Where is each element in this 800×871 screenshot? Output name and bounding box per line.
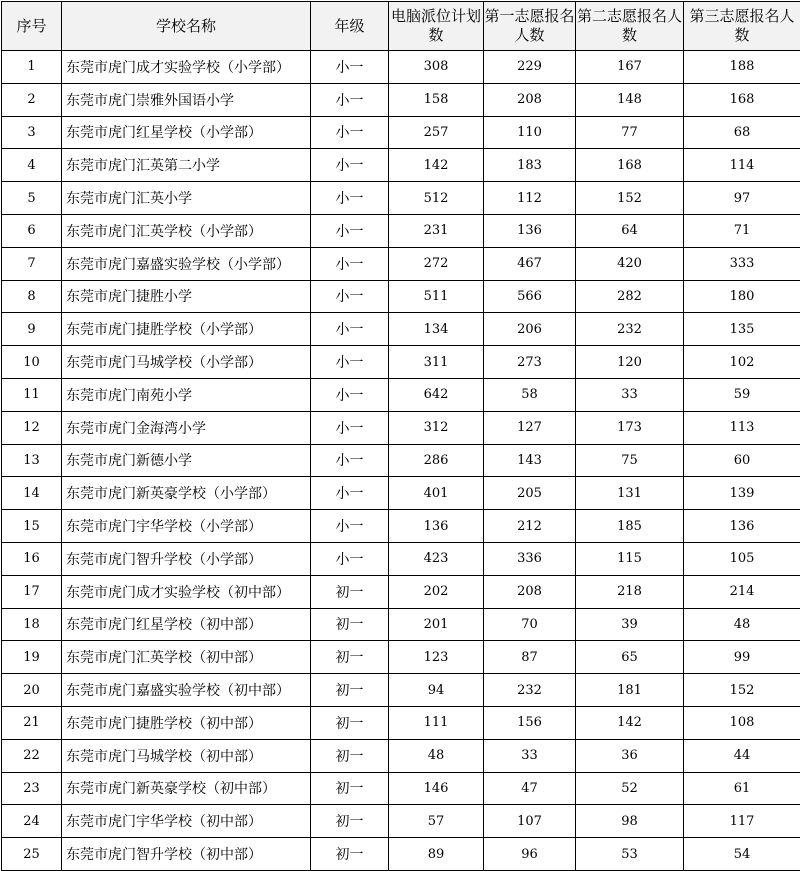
cell-index: 10 bbox=[2, 346, 62, 379]
cell-school-name: 东莞市虎门汇英学校（小学部） bbox=[62, 214, 311, 247]
cell-grade: 小一 bbox=[311, 444, 389, 477]
cell-third-choice: 59 bbox=[684, 378, 800, 411]
cell-first-choice: 156 bbox=[484, 706, 576, 739]
cell-school-name: 东莞市虎门智升学校（初中部） bbox=[62, 838, 311, 871]
cell-second-choice: 152 bbox=[576, 182, 684, 215]
cell-plan-count: 201 bbox=[389, 608, 484, 641]
table-row bbox=[2, 247, 800, 280]
header-plan-count: 电脑派位计划数 bbox=[389, 2, 484, 51]
cell-third-choice: 152 bbox=[684, 674, 800, 707]
cell-school-name: 东莞市虎门汇英小学 bbox=[62, 182, 311, 215]
cell-grade: 小一 bbox=[311, 378, 389, 411]
cell-index: 11 bbox=[2, 378, 62, 411]
cell-third-choice: 188 bbox=[684, 51, 800, 84]
cell-third-choice: 113 bbox=[684, 411, 800, 444]
cell-plan-count: 423 bbox=[389, 542, 484, 575]
cell-plan-count: 401 bbox=[389, 477, 484, 510]
cell-third-choice: 44 bbox=[684, 739, 800, 772]
cell-grade: 小一 bbox=[311, 542, 389, 575]
cell-third-choice: 214 bbox=[684, 575, 800, 608]
cell-grade: 小一 bbox=[311, 346, 389, 379]
cell-grade: 小一 bbox=[311, 313, 389, 346]
cell-second-choice: 53 bbox=[576, 838, 684, 871]
cell-second-choice: 148 bbox=[576, 83, 684, 116]
cell-first-choice: 206 bbox=[484, 313, 576, 346]
cell-grade: 小一 bbox=[311, 149, 389, 182]
cell-school-name: 东莞市虎门新英豪学校（小学部） bbox=[62, 477, 311, 510]
cell-school-name: 东莞市虎门汇英学校（初中部） bbox=[62, 641, 311, 674]
cell-index: 2 bbox=[2, 83, 62, 116]
cell-plan-count: 286 bbox=[389, 444, 484, 477]
cell-second-choice: 39 bbox=[576, 608, 684, 641]
cell-plan-count: 511 bbox=[389, 280, 484, 313]
cell-school-name: 东莞市虎门南苑小学 bbox=[62, 378, 311, 411]
table-row bbox=[2, 83, 800, 116]
cell-index: 15 bbox=[2, 510, 62, 543]
cell-third-choice: 135 bbox=[684, 313, 800, 346]
cell-second-choice: 77 bbox=[576, 116, 684, 149]
cell-grade: 初一 bbox=[311, 608, 389, 641]
cell-first-choice: 232 bbox=[484, 674, 576, 707]
cell-index: 14 bbox=[2, 477, 62, 510]
cell-third-choice: 136 bbox=[684, 510, 800, 543]
cell-second-choice: 282 bbox=[576, 280, 684, 313]
cell-third-choice: 102 bbox=[684, 346, 800, 379]
cell-plan-count: 89 bbox=[389, 838, 484, 871]
cell-plan-count: 272 bbox=[389, 247, 484, 280]
cell-school-name: 东莞市虎门新德小学 bbox=[62, 444, 311, 477]
cell-index: 23 bbox=[2, 772, 62, 805]
cell-index: 18 bbox=[2, 608, 62, 641]
cell-plan-count: 142 bbox=[389, 149, 484, 182]
cell-grade: 小一 bbox=[311, 51, 389, 84]
cell-plan-count: 158 bbox=[389, 83, 484, 116]
header-second-choice: 第二志愿报名人数 bbox=[576, 2, 684, 51]
cell-grade: 小一 bbox=[311, 280, 389, 313]
table-row bbox=[2, 313, 800, 346]
cell-second-choice: 131 bbox=[576, 477, 684, 510]
cell-first-choice: 208 bbox=[484, 83, 576, 116]
cell-first-choice: 336 bbox=[484, 542, 576, 575]
cell-second-choice: 420 bbox=[576, 247, 684, 280]
cell-plan-count: 642 bbox=[389, 378, 484, 411]
cell-school-name: 东莞市虎门红星学校（小学部） bbox=[62, 116, 311, 149]
cell-plan-count: 111 bbox=[389, 706, 484, 739]
cell-first-choice: 205 bbox=[484, 477, 576, 510]
header-row bbox=[2, 2, 800, 51]
table-row bbox=[2, 805, 800, 838]
cell-first-choice: 212 bbox=[484, 510, 576, 543]
table-row bbox=[2, 214, 800, 247]
cell-grade: 初一 bbox=[311, 739, 389, 772]
cell-grade: 小一 bbox=[311, 411, 389, 444]
table-row bbox=[2, 608, 800, 641]
cell-index: 25 bbox=[2, 838, 62, 871]
cell-first-choice: 127 bbox=[484, 411, 576, 444]
cell-grade: 初一 bbox=[311, 674, 389, 707]
cell-school-name: 东莞市虎门宇华学校（小学部） bbox=[62, 510, 311, 543]
cell-first-choice: 33 bbox=[484, 739, 576, 772]
cell-grade: 小一 bbox=[311, 510, 389, 543]
cell-index: 9 bbox=[2, 313, 62, 346]
table-row bbox=[2, 149, 800, 182]
table-row bbox=[2, 182, 800, 215]
cell-second-choice: 173 bbox=[576, 411, 684, 444]
cell-first-choice: 143 bbox=[484, 444, 576, 477]
cell-school-name: 东莞市虎门马城学校（初中部） bbox=[62, 739, 311, 772]
cell-second-choice: 64 bbox=[576, 214, 684, 247]
table-header bbox=[2, 2, 800, 51]
cell-index: 4 bbox=[2, 149, 62, 182]
cell-plan-count: 94 bbox=[389, 674, 484, 707]
cell-plan-count: 257 bbox=[389, 116, 484, 149]
cell-grade: 小一 bbox=[311, 116, 389, 149]
table-row bbox=[2, 575, 800, 608]
cell-school-name: 东莞市虎门新英豪学校（初中部） bbox=[62, 772, 311, 805]
cell-school-name: 东莞市虎门汇英第二小学 bbox=[62, 149, 311, 182]
cell-first-choice: 110 bbox=[484, 116, 576, 149]
cell-second-choice: 98 bbox=[576, 805, 684, 838]
cell-grade: 初一 bbox=[311, 772, 389, 805]
cell-index: 12 bbox=[2, 411, 62, 444]
cell-third-choice: 61 bbox=[684, 772, 800, 805]
header-index: 序号 bbox=[2, 2, 62, 51]
cell-first-choice: 107 bbox=[484, 805, 576, 838]
cell-school-name: 东莞市虎门宇华学校（初中部） bbox=[62, 805, 311, 838]
cell-third-choice: 108 bbox=[684, 706, 800, 739]
cell-plan-count: 231 bbox=[389, 214, 484, 247]
cell-school-name: 东莞市虎门捷胜学校（小学部） bbox=[62, 313, 311, 346]
cell-grade: 初一 bbox=[311, 838, 389, 871]
cell-second-choice: 232 bbox=[576, 313, 684, 346]
cell-third-choice: 180 bbox=[684, 280, 800, 313]
cell-plan-count: 202 bbox=[389, 575, 484, 608]
cell-index: 6 bbox=[2, 214, 62, 247]
cell-second-choice: 52 bbox=[576, 772, 684, 805]
cell-first-choice: 208 bbox=[484, 575, 576, 608]
cell-index: 8 bbox=[2, 280, 62, 313]
cell-second-choice: 120 bbox=[576, 346, 684, 379]
table-row bbox=[2, 411, 800, 444]
table-row bbox=[2, 674, 800, 707]
cell-plan-count: 123 bbox=[389, 641, 484, 674]
cell-third-choice: 60 bbox=[684, 444, 800, 477]
cell-first-choice: 58 bbox=[484, 378, 576, 411]
cell-plan-count: 136 bbox=[389, 510, 484, 543]
table-row bbox=[2, 838, 800, 871]
cell-third-choice: 105 bbox=[684, 542, 800, 575]
cell-second-choice: 168 bbox=[576, 149, 684, 182]
cell-index: 22 bbox=[2, 739, 62, 772]
cell-index: 5 bbox=[2, 182, 62, 215]
cell-school-name: 东莞市虎门成才实验学校（初中部） bbox=[62, 575, 311, 608]
cell-second-choice: 185 bbox=[576, 510, 684, 543]
header-grade: 年级 bbox=[311, 2, 389, 51]
table-row bbox=[2, 706, 800, 739]
cell-school-name: 东莞市虎门红星学校（初中部） bbox=[62, 608, 311, 641]
cell-first-choice: 96 bbox=[484, 838, 576, 871]
cell-school-name: 东莞市虎门嘉盛实验学校（小学部） bbox=[62, 247, 311, 280]
cell-third-choice: 139 bbox=[684, 477, 800, 510]
cell-third-choice: 114 bbox=[684, 149, 800, 182]
cell-school-name: 东莞市虎门崇雅外国语小学 bbox=[62, 83, 311, 116]
cell-second-choice: 115 bbox=[576, 542, 684, 575]
table-row bbox=[2, 542, 800, 575]
cell-second-choice: 75 bbox=[576, 444, 684, 477]
cell-school-name: 东莞市虎门捷胜学校（初中部） bbox=[62, 706, 311, 739]
cell-grade: 小一 bbox=[311, 182, 389, 215]
cell-first-choice: 112 bbox=[484, 182, 576, 215]
cell-first-choice: 70 bbox=[484, 608, 576, 641]
cell-index: 17 bbox=[2, 575, 62, 608]
cell-third-choice: 333 bbox=[684, 247, 800, 280]
cell-second-choice: 167 bbox=[576, 51, 684, 84]
cell-index: 16 bbox=[2, 542, 62, 575]
cell-third-choice: 68 bbox=[684, 116, 800, 149]
table-row bbox=[2, 477, 800, 510]
table-row bbox=[2, 51, 800, 84]
cell-plan-count: 57 bbox=[389, 805, 484, 838]
cell-second-choice: 65 bbox=[576, 641, 684, 674]
cell-index: 1 bbox=[2, 51, 62, 84]
cell-grade: 初一 bbox=[311, 706, 389, 739]
cell-index: 19 bbox=[2, 641, 62, 674]
cell-grade: 初一 bbox=[311, 575, 389, 608]
cell-first-choice: 183 bbox=[484, 149, 576, 182]
table-row bbox=[2, 280, 800, 313]
cell-grade: 小一 bbox=[311, 247, 389, 280]
table-row bbox=[2, 641, 800, 674]
cell-index: 20 bbox=[2, 674, 62, 707]
table-row bbox=[2, 510, 800, 543]
cell-first-choice: 47 bbox=[484, 772, 576, 805]
cell-school-name: 东莞市虎门嘉盛实验学校（初中部） bbox=[62, 674, 311, 707]
cell-third-choice: 48 bbox=[684, 608, 800, 641]
cell-third-choice: 99 bbox=[684, 641, 800, 674]
cell-first-choice: 229 bbox=[484, 51, 576, 84]
cell-school-name: 东莞市虎门捷胜小学 bbox=[62, 280, 311, 313]
cell-plan-count: 311 bbox=[389, 346, 484, 379]
cell-grade: 小一 bbox=[311, 83, 389, 116]
cell-third-choice: 97 bbox=[684, 182, 800, 215]
cell-first-choice: 273 bbox=[484, 346, 576, 379]
cell-school-name: 东莞市虎门智升学校（小学部） bbox=[62, 542, 311, 575]
enrollment-table bbox=[1, 1, 800, 871]
header-third-choice: 第三志愿报名人数 bbox=[684, 2, 800, 51]
cell-first-choice: 467 bbox=[484, 247, 576, 280]
cell-school-name: 东莞市虎门金海湾小学 bbox=[62, 411, 311, 444]
table-body bbox=[2, 51, 800, 871]
cell-third-choice: 117 bbox=[684, 805, 800, 838]
cell-plan-count: 512 bbox=[389, 182, 484, 215]
cell-index: 3 bbox=[2, 116, 62, 149]
cell-second-choice: 33 bbox=[576, 378, 684, 411]
cell-first-choice: 87 bbox=[484, 641, 576, 674]
cell-index: 13 bbox=[2, 444, 62, 477]
cell-second-choice: 142 bbox=[576, 706, 684, 739]
cell-school-name: 东莞市虎门马城学校（小学部） bbox=[62, 346, 311, 379]
cell-grade: 小一 bbox=[311, 214, 389, 247]
cell-plan-count: 308 bbox=[389, 51, 484, 84]
cell-index: 21 bbox=[2, 706, 62, 739]
table-row bbox=[2, 346, 800, 379]
header-first-choice: 第一志愿报名人数 bbox=[484, 2, 576, 51]
cell-grade: 小一 bbox=[311, 477, 389, 510]
cell-index: 7 bbox=[2, 247, 62, 280]
cell-grade: 初一 bbox=[311, 805, 389, 838]
cell-first-choice: 566 bbox=[484, 280, 576, 313]
header-school-name: 学校名称 bbox=[62, 2, 311, 51]
cell-second-choice: 36 bbox=[576, 739, 684, 772]
table-row bbox=[2, 739, 800, 772]
cell-plan-count: 48 bbox=[389, 739, 484, 772]
cell-plan-count: 146 bbox=[389, 772, 484, 805]
table-row bbox=[2, 772, 800, 805]
cell-school-name: 东莞市虎门成才实验学校（小学部） bbox=[62, 51, 311, 84]
table-row bbox=[2, 378, 800, 411]
cell-plan-count: 134 bbox=[389, 313, 484, 346]
cell-first-choice: 136 bbox=[484, 214, 576, 247]
cell-third-choice: 54 bbox=[684, 838, 800, 871]
cell-second-choice: 218 bbox=[576, 575, 684, 608]
cell-plan-count: 312 bbox=[389, 411, 484, 444]
cell-third-choice: 168 bbox=[684, 83, 800, 116]
table-row bbox=[2, 444, 800, 477]
cell-grade: 初一 bbox=[311, 641, 389, 674]
cell-second-choice: 181 bbox=[576, 674, 684, 707]
table-row bbox=[2, 116, 800, 149]
cell-index: 24 bbox=[2, 805, 62, 838]
cell-third-choice: 71 bbox=[684, 214, 800, 247]
